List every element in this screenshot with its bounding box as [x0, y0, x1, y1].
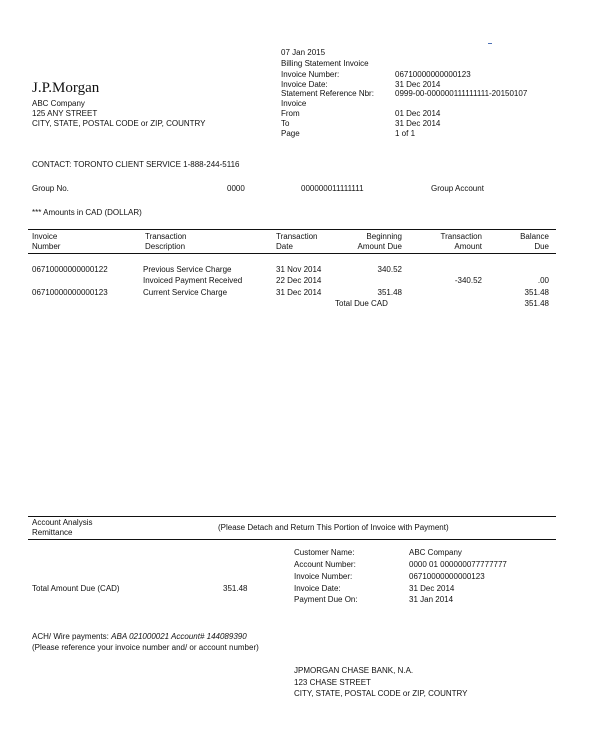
invoice-number-value: 06710000000000123 — [395, 70, 471, 79]
invoice-period-label: Invoice — [281, 99, 307, 108]
ach-details: ABA 021000021 Account# 144089390 — [111, 632, 247, 641]
table-header-rule — [28, 253, 556, 254]
group-account-label: Group Account — [431, 184, 484, 193]
remit-invoice-number-label: Invoice Number: — [294, 572, 353, 581]
from-label: From — [281, 109, 300, 118]
header-balance-1: Balance — [520, 232, 549, 241]
to-label: To — [281, 119, 290, 128]
detach-note: (Please Detach and Return This Portion of Invoice with Payment) — [218, 523, 449, 532]
page-value: 1 of 1 — [395, 129, 416, 138]
row1-date: 31 Nov 2014 — [276, 265, 322, 274]
statement-ref-value: 0999-00-000000111111111-20150107 — [395, 89, 528, 98]
remittance-title-1: Account Analysis — [32, 518, 93, 527]
row2-description: Invoiced Payment Received — [143, 276, 243, 285]
payment-due-value: 31 Jan 2014 — [409, 595, 454, 604]
header-balance-2: Due — [534, 242, 549, 251]
total-amount-due-label: Total Amount Due (CAD) — [32, 584, 120, 593]
contact-line: CONTACT: TORONTO CLIENT SERVICE 1-888-244-5116 — [32, 160, 240, 169]
to-value: 31 Dec 2014 — [395, 119, 441, 128]
row1-description: Previous Service Charge — [143, 265, 232, 274]
row3-balance: 351.48 — [524, 288, 549, 297]
amounts-note: *** Amounts in CAD (DOLLAR) — [32, 208, 142, 217]
account-number-label: Account Number: — [294, 560, 356, 569]
header-desc-1: Transaction — [145, 232, 187, 241]
bank-name: JPMORGAN CHASE BANK, N.A. — [294, 666, 414, 675]
table-top-rule — [28, 229, 556, 230]
header-invoice-2: Number — [32, 242, 61, 251]
remittance-bottom-rule — [28, 539, 556, 540]
statement-date: 07 Jan 2015 — [281, 48, 326, 57]
row3-description: Current Service Charge — [143, 288, 228, 297]
header-beginning-1: Beginning — [366, 232, 402, 241]
company-street: 125 ANY STREET — [32, 109, 98, 118]
reference-note: (Please reference your invoice number and/ or account number) — [32, 643, 259, 652]
remit-invoice-number-value: 06710000000000123 — [409, 572, 485, 581]
row3-beginning: 351.48 — [377, 288, 402, 297]
header-amount-1: Transaction — [440, 232, 482, 241]
header-date-2: Date — [276, 242, 293, 251]
row1-invoice: 06710000000000122 — [32, 265, 108, 274]
row1-beginning: 340.52 — [377, 265, 402, 274]
remittance-title-2: Remittance — [32, 528, 73, 537]
bank-city: CITY, STATE, POSTAL CODE or ZIP, COUNTRY — [294, 689, 468, 698]
doc-title: Billing Statement Invoice — [281, 59, 369, 68]
row2-amount: -340.52 — [454, 276, 482, 285]
total-amount-due-value: 351.48 — [223, 584, 248, 593]
group-code: 0000 — [227, 184, 245, 193]
total-due-value: 351.48 — [524, 299, 549, 308]
remit-invoice-date-value: 31 Dec 2014 — [409, 584, 455, 593]
row2-date: 22 Dec 2014 — [276, 276, 322, 285]
payment-due-label: Payment Due On: — [294, 595, 358, 604]
customer-name-label: Customer Name: — [294, 548, 355, 557]
company-city: CITY, STATE, POSTAL CODE or ZIP, COUNTRY — [32, 119, 206, 128]
decorative-mark — [488, 43, 492, 44]
row3-date: 31 Dec 2014 — [276, 288, 322, 297]
group-number: 000000011111111 — [301, 184, 364, 193]
header-beginning-2: Amount Due — [357, 242, 402, 251]
group-label: Group No. — [32, 184, 69, 193]
from-value: 01 Dec 2014 — [395, 109, 441, 118]
ach-label: ACH/ Wire payments: — [32, 632, 109, 641]
page-label: Page — [281, 129, 300, 138]
remittance-top-rule — [28, 516, 556, 517]
invoice-date-label: Invoice Date: — [281, 80, 328, 89]
total-due-label: Total Due CAD — [335, 299, 388, 308]
invoice-date-value: 31 Dec 2014 — [395, 80, 441, 89]
company-name: ABC Company — [32, 99, 85, 108]
invoice-number-label: Invoice Number: — [281, 70, 340, 79]
header-amount-2: Amount — [454, 242, 482, 251]
jpmorgan-logo: J.P.Morgan — [32, 80, 100, 96]
header-desc-2: Description — [145, 242, 186, 251]
header-invoice-1: Invoice — [32, 232, 58, 241]
row2-balance: .00 — [537, 276, 549, 285]
customer-name-value: ABC Company — [409, 548, 462, 557]
remit-invoice-date-label: Invoice Date: — [294, 584, 341, 593]
account-number-value: 0000 01 000000077777777 — [409, 560, 507, 569]
row3-invoice: 06710000000000123 — [32, 288, 108, 297]
header-date-1: Transaction — [276, 232, 318, 241]
bank-street: 123 CHASE STREET — [294, 678, 371, 687]
ach-line — [32, 632, 247, 642]
statement-ref-label: Statement Reference Nbr: — [281, 89, 374, 98]
